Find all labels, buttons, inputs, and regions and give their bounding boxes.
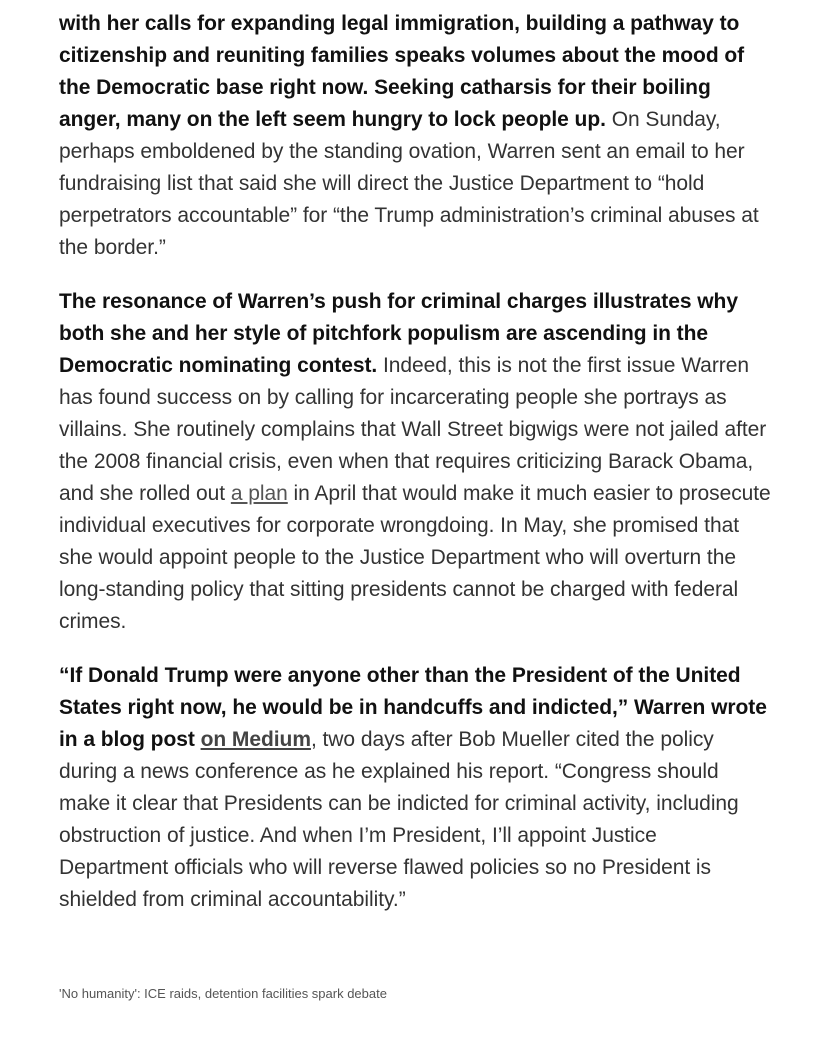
paragraph-1 [59, 8, 771, 264]
paragraph-2-text-before-link: Indeed, this is not the first issue Warren has found success on by calling for incarcerating people she portrays as villains. She routinely complains that Wall Street bigwigs were not jailed after the 2008 financial crisis, even when that requires criticizing Barack Obama, and she rolled out [59, 354, 767, 505]
article-body [59, 8, 771, 938]
paragraph-1-bold-lead: with her calls for expanding legal immigration, building a pathway to citizenship and reuniting families speaks volumes about the mood of the Democratic base right now. Seeking catharsis for their boiling anger, many on the left seem hungry to lock people up. [59, 12, 745, 131]
paragraph-3 [59, 660, 771, 916]
on-medium-link[interactable]: on Medium [200, 728, 311, 751]
paragraph-2-bold-lead: The resonance of Warren’s push for criminal charges illustrates why both she and her style of pitchfork populism are ascending in the Democratic nominating contest. [59, 290, 738, 377]
a-plan-link[interactable]: a plan [230, 482, 288, 505]
paragraph-3-text: , two days after Bob Mueller cited the policy during a news conference as he explained his report. “Congress should make it clear that Presidents can be indicted for criminal activity, including obstruction of justice. And when I’m President, I’ll appoint Justice Department officials who will reverse flawed policies so no President is shielded from criminal accountability.” [59, 728, 739, 911]
paragraph-1-text: On Sunday, perhaps emboldened by the standing ovation, Warren sent an email to her fundraising list that said she will direct the Justice Department to “hold perpetrators accountable” for “the Trump administration’s criminal abuses at the border.” [59, 108, 759, 259]
related-video-caption[interactable]: 'No humanity': ICE raids, detention facilities spark debate [59, 986, 387, 1001]
paragraph-2-text-after-link: in April that would make it much easier to prosecute individual executives for corporate wrongdoing. In May, she promised that she would appoint people to the Justice Department who will overturn the long-standing policy that sitting presidents cannot be charged with federal crimes. [59, 482, 771, 633]
paragraph-3-bold-lead: “If Donald Trump were anyone other than the President of the United States right now, he would be in handcuffs and indicted,” Warren wrote in a blog post [59, 664, 767, 751]
paragraph-2 [59, 286, 771, 638]
